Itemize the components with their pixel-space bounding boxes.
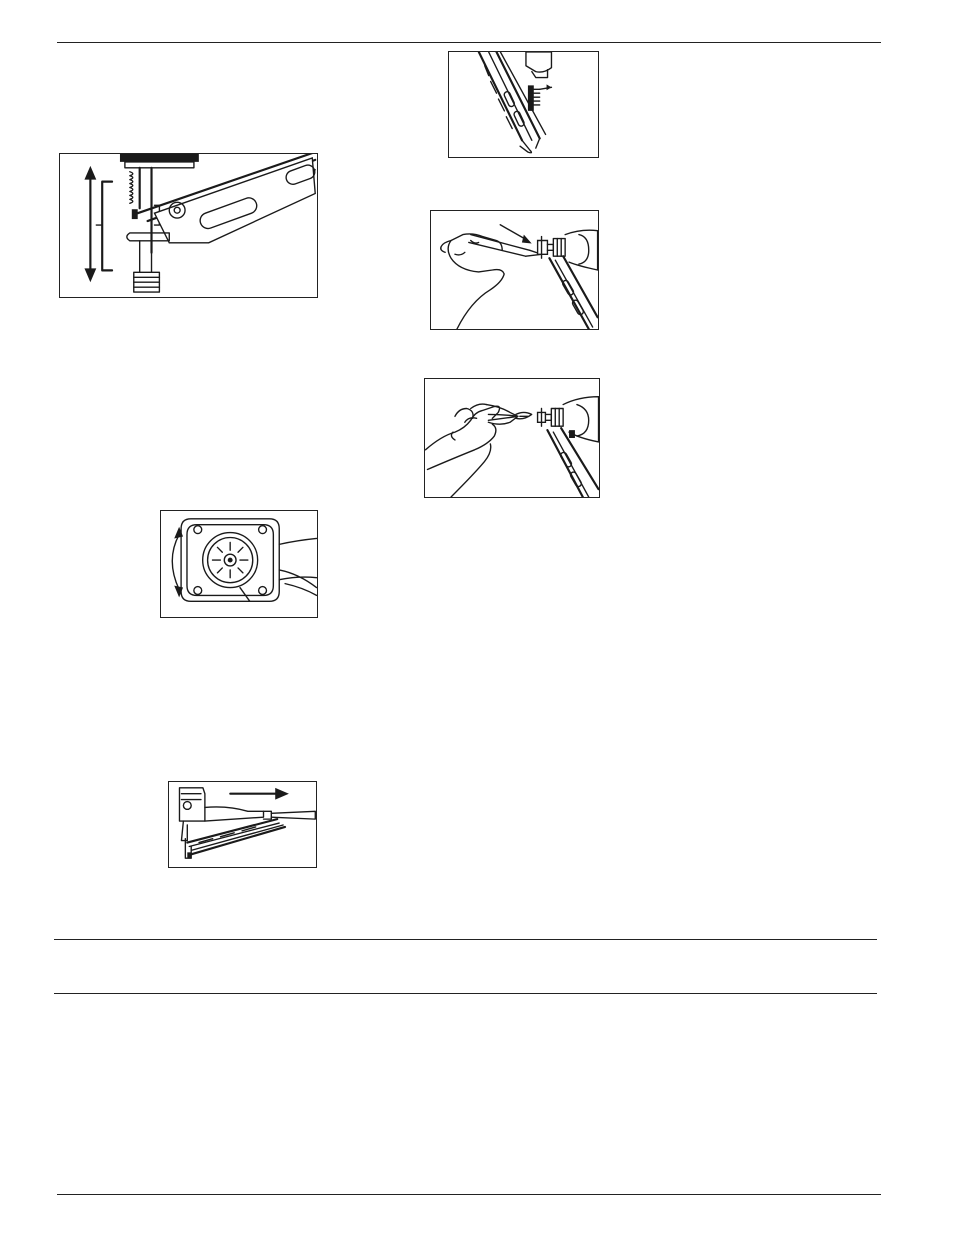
- section-rule-upper: [54, 939, 877, 940]
- figure-depth-adjustment: [59, 153, 318, 298]
- nailer-exhaust-cap-rotation-icon: [161, 511, 317, 617]
- figure-magazine-pusher: [448, 51, 599, 158]
- top-rule: [57, 42, 881, 43]
- hand-punch-clearing-nosepiece-icon: [431, 211, 598, 329]
- section-rule-lower: [54, 993, 877, 994]
- hand-pliers-removing-nail-icon: [425, 379, 599, 497]
- figure-load-magazine: [168, 781, 317, 868]
- figure-pliers-remove: [424, 378, 600, 498]
- figure-clearing-punch: [430, 210, 599, 330]
- nailer-side-view-loading-arrow-icon: [169, 782, 316, 867]
- figure-exhaust-deflector: [160, 510, 318, 618]
- nailer-nosepiece-depth-adjustment-icon: [60, 154, 317, 297]
- bottom-rule: [57, 1194, 881, 1195]
- nailer-magazine-pusher-icon: [449, 52, 598, 157]
